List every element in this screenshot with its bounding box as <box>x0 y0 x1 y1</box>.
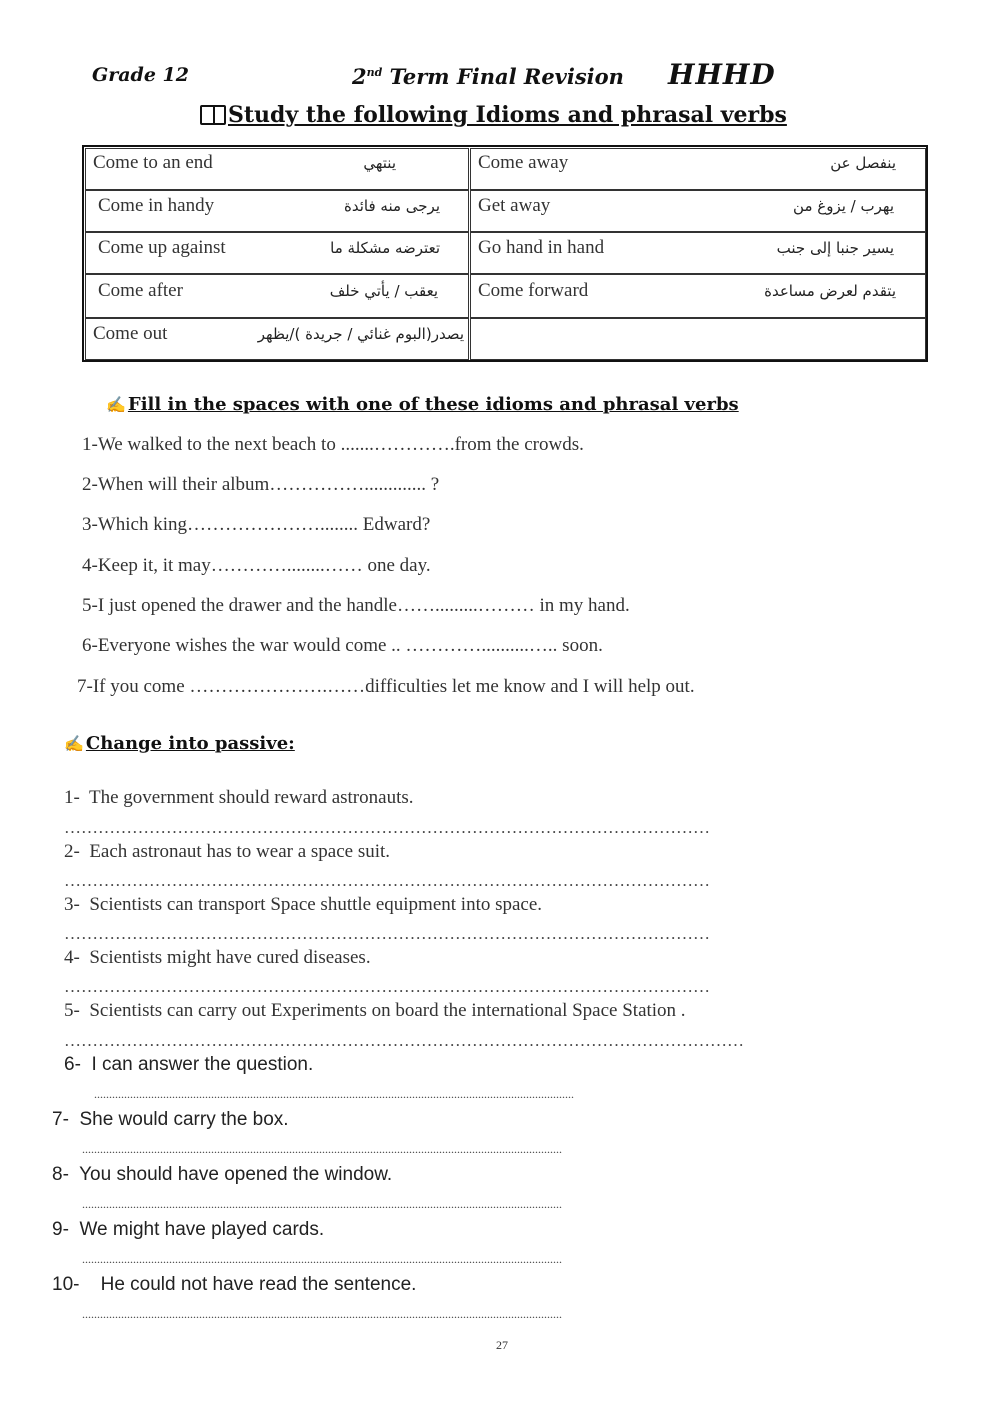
passive-item <box>52 1164 392 1186</box>
passive-num: 8- <box>52 1164 69 1185</box>
idiom-en: Come out <box>93 323 168 344</box>
passive-num: 7- <box>52 1109 69 1130</box>
answer-line[interactable]: ................................................................................................................................................................ <box>82 1307 562 1321</box>
school-code: HHHD <box>668 58 776 91</box>
idiom-en: Come in handy <box>98 195 215 216</box>
fill-item: 7-If you come ………………….……difficulties let me know and I will help out. <box>77 676 695 697</box>
passive-num: 4- <box>64 947 80 968</box>
idiom-en: Come to an end <box>93 152 213 173</box>
table-cell <box>470 318 926 360</box>
book-icon <box>200 105 226 125</box>
idiom-en: Come away <box>478 152 569 173</box>
idiom-en: Come forward <box>478 280 589 301</box>
idiom-en: Come after <box>98 280 183 301</box>
answer-line[interactable]: ................................................................................................................................................................ <box>94 1087 574 1101</box>
fill-item: 4-Keep it, it may…………........…… one day. <box>82 555 431 576</box>
fill-item: 1-We walked to the next beach to .......………….from the crowds. <box>82 434 584 455</box>
idioms-title-text: Study the following Idioms and phrasal verbs <box>228 102 787 128</box>
passive-text: He could not have read the sentence. <box>100 1274 417 1295</box>
idiom-ar: تعترضه مشكلة ما <box>330 239 440 257</box>
idioms-table <box>82 145 928 362</box>
idiom-ar: يسير جنبا إلى جنب <box>776 239 894 257</box>
page-number: 27 <box>496 1338 508 1352</box>
fill-title <box>106 394 739 415</box>
grade-label: Grade 12 <box>92 64 189 86</box>
answer-line[interactable]: …………………………………………………………………………………………………… <box>64 871 710 890</box>
passive-num: 6- <box>64 1054 81 1075</box>
term-label <box>352 64 624 89</box>
idiom-ar: يعقب / يأتي خلف <box>329 282 438 300</box>
idiom-ar: ينتهي <box>363 154 396 172</box>
passive-num: 2- <box>64 841 80 862</box>
passive-text: Each astronaut has to wear a space suit. <box>89 841 391 862</box>
answer-line[interactable]: ................................................................................................................................................................ <box>82 1252 562 1266</box>
fill-item: 2-When will their album……………............. ? <box>82 474 440 495</box>
idiom-ar: يرجى منه فائدة <box>343 197 440 215</box>
passive-text: I can answer the question. <box>91 1054 314 1075</box>
passive-item <box>64 1000 686 1022</box>
idiom-ar: يتقدم لعرض مساعدة <box>764 282 896 300</box>
term-text: Term Final Revision <box>382 64 624 89</box>
passive-item <box>64 787 414 809</box>
answer-line[interactable]: ................................................................................................................................................................ <box>82 1197 562 1211</box>
passive-text: She would carry the box. <box>79 1109 289 1130</box>
pencil-icon: ✍ <box>64 734 84 753</box>
passive-text: Scientists can carry out Experiments on board the international Space Station . <box>89 1000 686 1021</box>
idiom-ar: يصدر(البوم غنائي / جريدة )/يظهر <box>257 325 464 343</box>
passive-title <box>64 733 295 754</box>
answer-line[interactable]: …………………………………………………………………………………………………… <box>64 977 710 996</box>
passive-item <box>64 841 390 863</box>
term-number: 2 <box>352 64 367 89</box>
passive-text: Scientists can transport Space shuttle equipment into space. <box>89 894 543 915</box>
passive-num: 9- <box>52 1219 69 1240</box>
passive-title-text: Change into passive: <box>85 733 295 754</box>
idiom-en: Go hand in hand <box>478 237 605 258</box>
passive-item <box>52 1109 289 1131</box>
passive-item <box>52 1219 324 1241</box>
answer-line[interactable]: …………………………………………………………………………………………………… <box>64 924 710 943</box>
passive-num: 3- <box>64 894 80 915</box>
passive-item <box>52 1274 416 1296</box>
idiom-en: Come up against <box>98 237 226 258</box>
idiom-ar: يهرب / يزوغ من <box>793 197 894 215</box>
passive-num: 10- <box>52 1274 80 1295</box>
passive-text: We might have played cards. <box>79 1219 325 1240</box>
idiom-ar: ينفصل عن <box>830 154 896 172</box>
passive-item <box>64 894 542 916</box>
passive-text: The government should reward astronauts. <box>89 787 414 808</box>
passive-item <box>64 1054 313 1076</box>
answer-line[interactable]: …………………………………………………………………………………………………… <box>64 818 710 837</box>
idioms-title <box>200 102 787 128</box>
passive-text: Scientists might have cured diseases. <box>89 947 371 968</box>
passive-item <box>64 947 371 969</box>
fill-item: 3-Which king…………………........ Edward? <box>82 514 431 535</box>
term-suffix: nd <box>366 66 383 79</box>
pencil-icon: ✍ <box>106 395 126 414</box>
fill-item: 6-Everyone wishes the war would come .. …………..........….. soon. <box>82 635 603 656</box>
fill-title-text: Fill in the spaces with one of these idioms and phrasal verbs <box>127 394 739 415</box>
fill-item: 5-I just opened the drawer and the handle…….........……… in my hand. <box>82 595 630 616</box>
idiom-en: Get away <box>478 195 551 216</box>
passive-num: 5- <box>64 1000 80 1021</box>
answer-line[interactable]: ................................................................................................................................................................ <box>82 1142 562 1156</box>
passive-text: You should have opened the window. <box>79 1164 393 1185</box>
answer-line[interactable]: ………………………………………………………………………………………………………… <box>64 1031 744 1050</box>
passive-num: 1- <box>64 787 80 808</box>
